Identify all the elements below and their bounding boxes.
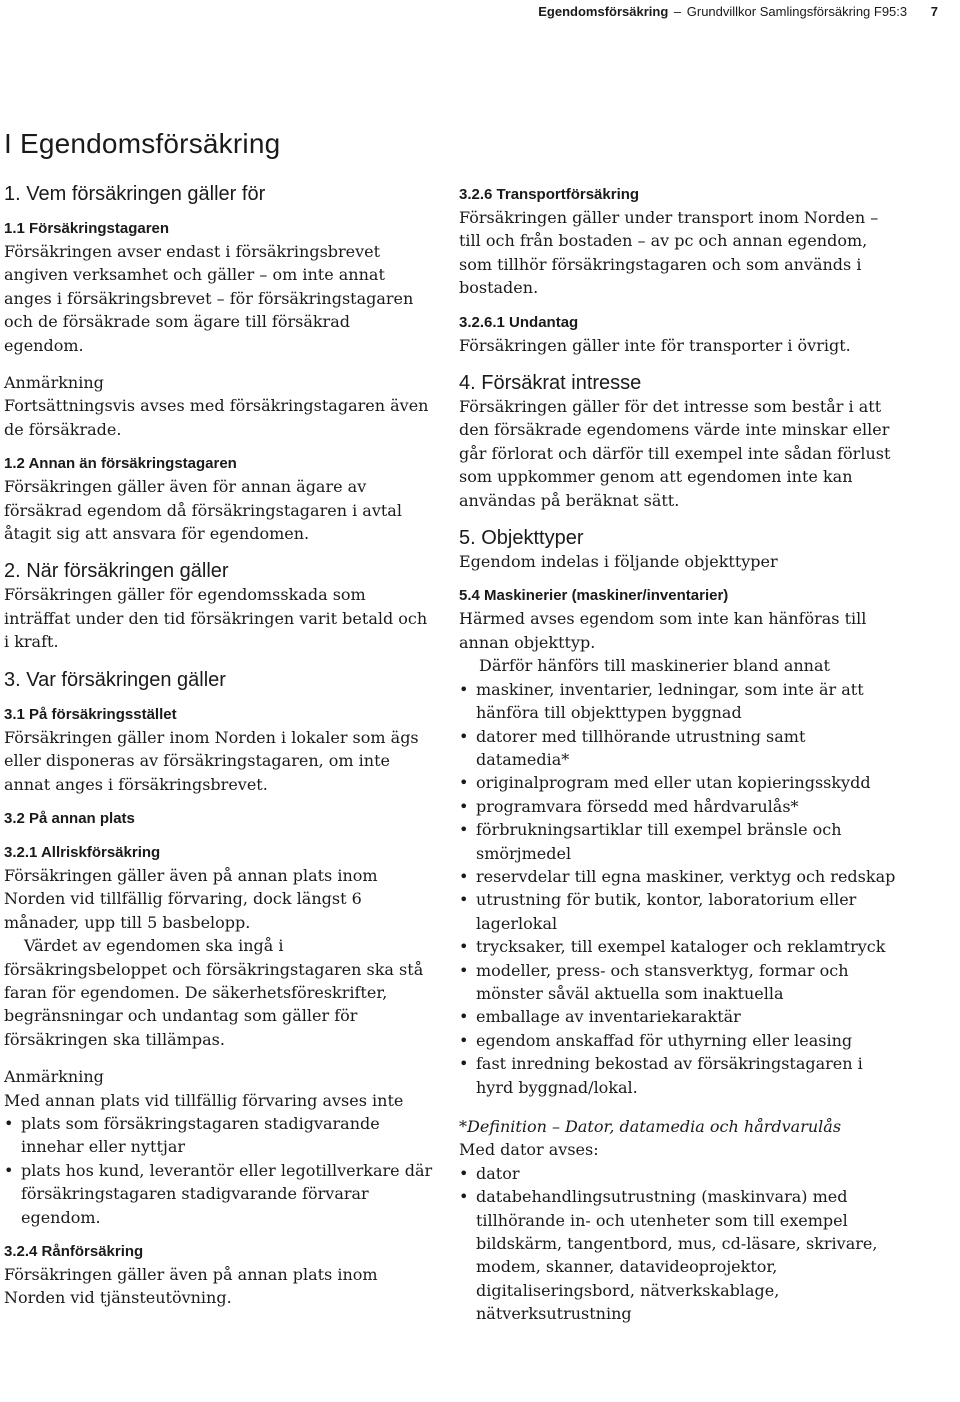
right-column <box>459 184 899 1326</box>
running-header <box>538 4 938 19</box>
list-item: • modeller, press- och stansverktyg, formar och mönster såväl aktuella som inaktuella <box>459 959 899 1006</box>
section-4-text: Försäkringen gäller för det intresse som består i att den försäkrade egendomens värde inte minskar eller går förlorat och därför till exempel inte sådan förlust som uppkommer genom att egendomen inte kan användas på beräknat sätt. <box>459 397 891 510</box>
section-5-heading: 5. Objekttyper <box>459 527 584 550</box>
section-5-4-text-1: Härmed avses egendom som inte kan hänföras till annan objekttyp. <box>459 609 867 652</box>
section-1-1-note-label: Anmärkning <box>4 373 104 393</box>
list-item: • egendom anskaffad för uthyrning eller leasing <box>459 1029 899 1052</box>
section-2-heading: 2. När försäkringen gäller <box>4 560 229 583</box>
section-3-heading: 3. Var försäkringen gäller <box>4 668 226 691</box>
definition-heading: *Definition – Dator, datamedia och hårdvarulås <box>459 1117 842 1136</box>
section-3-2-6-1-text: Försäkringen gäller inte för transporter i övrigt. <box>459 335 851 355</box>
section-3-2-1-text-2: Värdet av egendomen ska ingå i försäkringsbeloppet och försäkringstagaren ska stå faran för egendomen. De säkerhetsföreskrifter, begränsningar och undantag som gäller för försäkringen ska tillämpas. <box>4 936 424 1049</box>
section-3-2-6-heading: 3.2.6 Transportförsäkring <box>459 186 640 203</box>
section-1-2-text: Försäkringen gäller även för annan ägare av försäkrad egendom då försäkringstagaren i avtal åtagit sig att ansvara för egendomen. <box>4 477 402 544</box>
section-3-2-1-text-1: Försäkringen gäller även på annan plats inom Norden vid tillfällig förvaring, dock längst 6 månader, upp till 5 basbelopp. <box>4 865 378 932</box>
list-item: • förbrukningsartiklar till exempel bränsle och smörjmedel <box>459 818 899 865</box>
list-item: • databehandlingsutrustning (maskinvara) med tillhörande in- och utenheter som till exempel bildskärm, tangentbord, mus, cd-läsare, skrivare, modem, skanner, datavideoprojektor, digitaliseringsbord, nätverkskablage, nätverksutrustning <box>459 1185 899 1325</box>
list-item: • fast inredning bekostad av försäkringstagaren i hyrd byggnad/lokal. <box>459 1052 899 1099</box>
section-2-text: Försäkringen gäller för egendomsskada som inträffat under den tid försäkringen varit betald och i kraft. <box>4 585 428 652</box>
header-doc-title: Egendomsförsäkring <box>538 4 669 19</box>
section-1-1-heading: 1.1 Försäkringstagaren <box>4 220 170 237</box>
page-number: 7 <box>930 4 938 19</box>
list-item: • emballage av inventariekaraktär <box>459 1005 899 1028</box>
section-5-4-text-2: Därför hänförs till maskinerier bland annat <box>479 656 830 676</box>
list-item: • plats hos kund, leverantör eller legotillverkare där försäkringstagaren stadigvarande förvarar egendom. <box>4 1159 434 1229</box>
list-item: • reservdelar till egna maskiner, verktyg och redskap <box>459 865 899 888</box>
list-item: • dator <box>459 1162 899 1185</box>
section-3-2-1-note-label: Anmärkning <box>4 1067 104 1087</box>
list-item: • maskiner, inventarier, ledningar, som inte är att hänföra till objekttypen byggnad <box>459 678 899 725</box>
list-item: • utrustning för butik, kontor, laboratorium eller lagerlokal <box>459 888 899 935</box>
page-title: I Egendomsförsäkring <box>4 128 281 159</box>
section-1-1-text: Försäkringen avser endast i försäkringsbrevet angiven verksamhet och gäller – om inte annat anges i försäkringsbrevet – för försäkringstagaren och de försäkrade som ägare till försäkrad egendom. <box>4 242 414 355</box>
section-4-heading: 4. Försäkrat intresse <box>459 372 642 395</box>
section-3-2-1-bullet-list <box>4 1112 434 1229</box>
section-5-4-heading: 5.4 Maskinerier (maskiner/inventarier) <box>459 587 729 605</box>
section-3-2-1-heading: 3.2.1 Allriskförsäkring <box>4 843 161 861</box>
section-3-1-heading: 3.1 På försäkringsstället <box>4 705 177 723</box>
section-3-2-4-heading: 3.2.4 Rånförsäkring <box>4 1243 144 1260</box>
section-1-heading: 1. Vem försäkringen gäller för <box>4 183 266 205</box>
section-5-4-bullet-list <box>459 678 899 1099</box>
section-1-2-heading: 1.2 Annan än försäkringstagaren <box>4 455 237 473</box>
definition-text: Med dator avses: <box>459 1140 599 1160</box>
section-3-2-heading: 3.2 På annan plats <box>4 809 135 827</box>
list-item: • plats som försäkringstagaren stadigvarande innehar eller nyttjar <box>4 1112 434 1159</box>
list-item: • datorer med tillhörande utrustning samt datamedia* <box>459 725 899 772</box>
left-column <box>4 182 434 1310</box>
section-3-2-6-text: Försäkringen gäller under transport inom Norden – till och från bostaden – av pc och annan egendom, som tillhör försäkringstagaren och som används i bostaden. <box>459 208 879 298</box>
definition-bullet-list <box>459 1162 899 1326</box>
section-3-2-1-note-text: Med annan plats vid tillfällig förvaring avses inte <box>4 1090 404 1110</box>
list-item: • originalprogram med eller utan kopieringsskydd <box>459 771 899 794</box>
list-item: • trycksaker, till exempel kataloger och reklamtryck <box>459 935 899 958</box>
section-1-1-note-text: Fortsättningsvis avses med försäkringstagaren även de försäkrade. <box>4 396 429 439</box>
header-separator: – <box>673 4 682 19</box>
section-3-2-4-text: Försäkringen gäller även på annan plats inom Norden vid tjänsteutövning. <box>4 1265 378 1308</box>
section-5-text: Egendom indelas i följande objekttyper <box>459 552 778 572</box>
section-3-2-6-1-heading: 3.2.6.1 Undantag <box>459 313 579 331</box>
list-item: • programvara försedd med hårdvarulås* <box>459 795 899 818</box>
section-3-1-text: Försäkringen gäller inom Norden i lokaler som ägs eller disponeras av försäkringstagaren, om inte annat anges i försäkringsbrevet. <box>4 727 419 794</box>
header-subtitle: Grundvillkor Samlingsförsäkring F95:3 <box>686 4 908 19</box>
